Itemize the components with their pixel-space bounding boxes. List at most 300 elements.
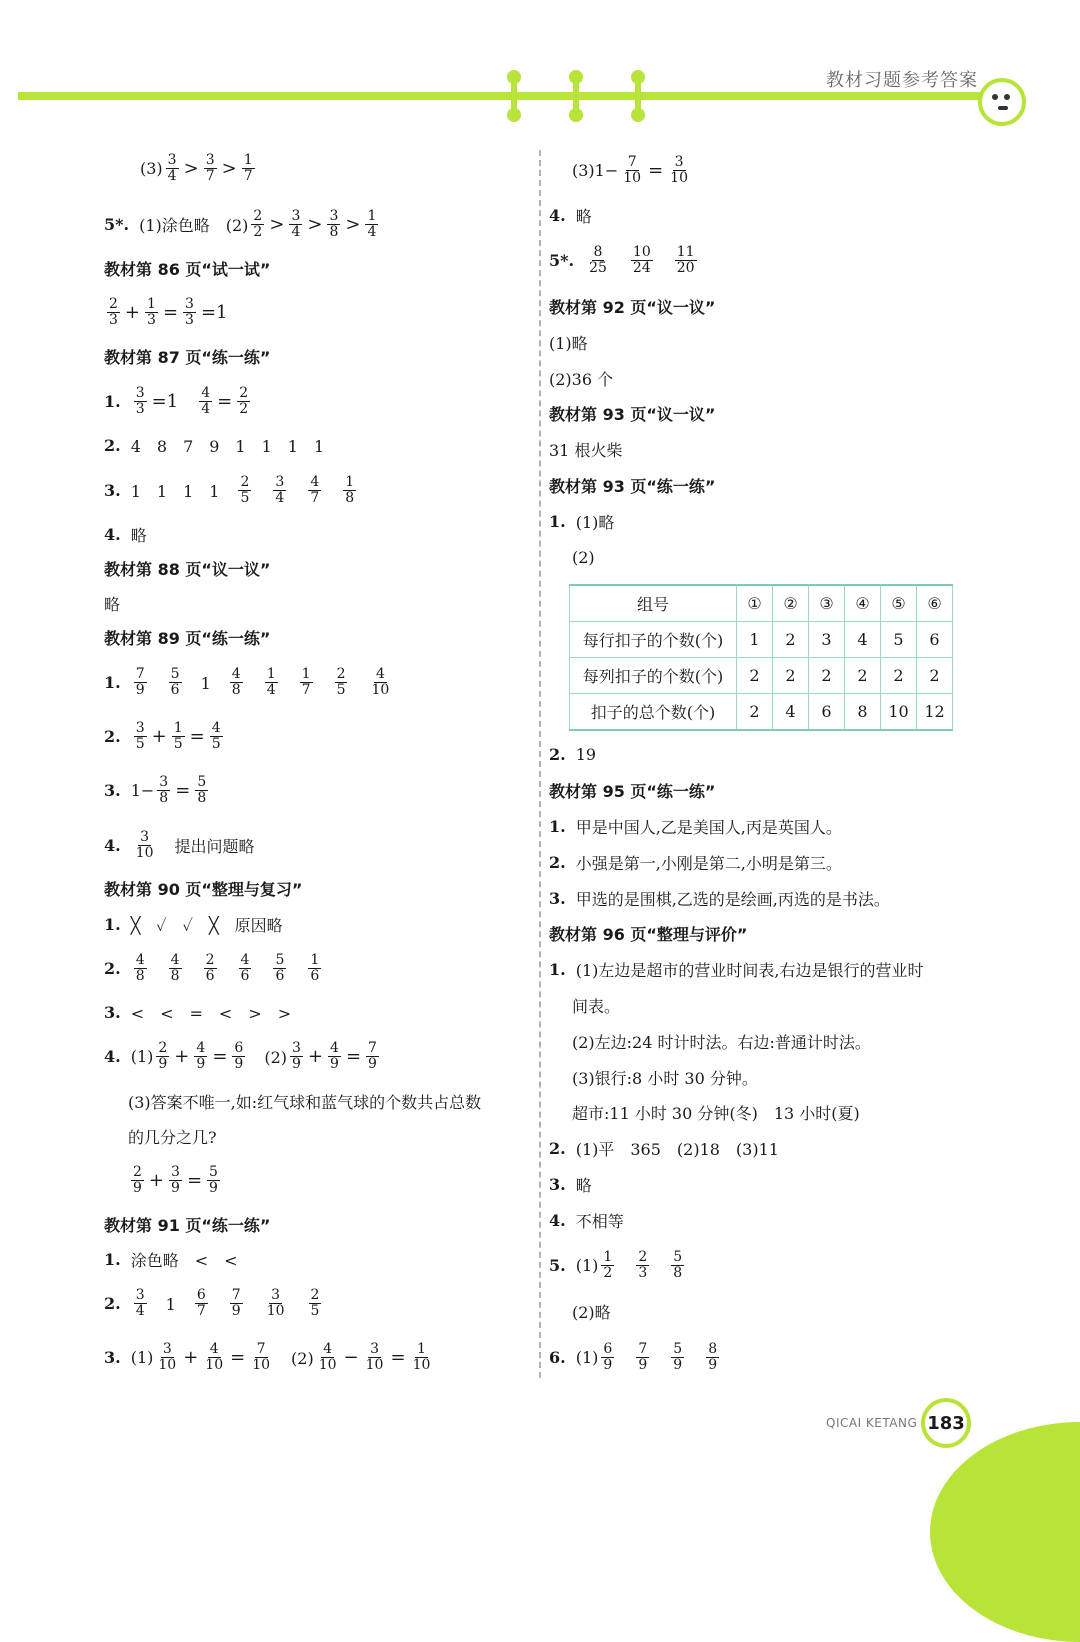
table-cell: 2	[809, 658, 845, 694]
row-label-cell: 组号	[570, 585, 737, 622]
answer-line	[104, 999, 291, 1025]
answer-text	[617, 1254, 633, 1277]
table-cell: 2	[773, 622, 809, 658]
fraction	[172, 721, 185, 752]
denominator: 10	[205, 1356, 224, 1373]
answer-text: 超市:11 小时 30 分钟(冬) 13 小时(夏)	[572, 1103, 860, 1123]
page-number: 183	[921, 1398, 971, 1448]
answer-line	[104, 719, 226, 752]
numerator: 2	[638, 1248, 648, 1265]
answer-text: 甲选的是围棋,乙选的是绘画,丙选的是书法。	[575, 889, 890, 909]
numerator: 4	[211, 719, 221, 736]
operator: +	[151, 725, 167, 747]
table-cell: ②	[773, 585, 809, 622]
question-number: 3.	[549, 1174, 566, 1194]
page-header-title: 教材习题参考答案	[826, 70, 978, 91]
fraction	[636, 1250, 649, 1281]
denominator: 10	[135, 844, 154, 861]
question-number: 1.	[104, 391, 121, 411]
fraction	[166, 153, 179, 184]
numerator: 4	[201, 384, 211, 401]
numerator: 6	[603, 1340, 613, 1357]
table-cell: 12	[917, 694, 953, 731]
answer-text	[254, 957, 270, 980]
fraction	[601, 1342, 614, 1373]
fraction	[317, 1342, 339, 1373]
answer-line	[572, 1028, 871, 1054]
denominator: 8	[345, 489, 355, 506]
denominator: 9	[368, 1055, 377, 1072]
answer-text	[246, 1292, 262, 1315]
numerator: 7	[368, 1039, 377, 1056]
fraction	[290, 1041, 303, 1072]
answer-line	[549, 202, 592, 228]
numerator: 1	[310, 951, 320, 968]
numerator: 1	[345, 473, 355, 490]
answer-text	[246, 671, 262, 694]
table-row	[570, 694, 953, 731]
table-cell: 2	[917, 658, 953, 694]
fraction	[195, 775, 208, 806]
fraction	[232, 1041, 245, 1072]
denominator: 5	[240, 489, 250, 506]
numerator: 11	[676, 243, 695, 260]
fraction	[250, 1342, 272, 1373]
fraction	[134, 721, 147, 752]
answer-text	[316, 671, 332, 694]
answer-line	[549, 1171, 592, 1197]
denominator: 7	[310, 489, 320, 506]
answer-text: (3)银行:8 小时 30 分钟。	[572, 1068, 758, 1088]
numerator: 1	[301, 665, 311, 682]
answer-text	[211, 1292, 227, 1315]
fraction	[156, 1342, 178, 1373]
numerator: 4	[231, 665, 241, 682]
fraction	[251, 209, 264, 240]
answer-line	[549, 365, 613, 391]
numerator: 3	[205, 151, 215, 168]
denominator: 9	[196, 1055, 206, 1072]
numerator: 7	[638, 1340, 648, 1357]
answer-text: 1−	[130, 780, 155, 800]
fraction	[242, 153, 255, 184]
fraction	[370, 667, 392, 698]
answer-text: 1	[149, 1294, 192, 1314]
question-number: 1.	[549, 816, 566, 836]
answer-text	[290, 1292, 306, 1315]
numerator: 5	[197, 773, 207, 790]
numerator: 2	[240, 473, 250, 490]
answer-line	[549, 1340, 722, 1373]
table-cell: 10	[881, 694, 917, 731]
denominator: 4	[167, 167, 177, 184]
operator: −	[343, 1346, 359, 1368]
numerator: 3	[271, 1286, 281, 1303]
answer-text: 略	[104, 594, 121, 614]
denominator: 7	[205, 167, 215, 184]
denominator: 10	[318, 1356, 337, 1373]
answer-text: (2)略	[572, 1302, 611, 1322]
denominator: 10	[371, 681, 390, 698]
operator: =	[212, 1045, 228, 1067]
numerator: 6	[196, 1286, 206, 1303]
table-cell: 4	[845, 622, 881, 658]
denominator: 3	[135, 400, 145, 417]
answer-text	[687, 1346, 703, 1369]
denominator: 3	[185, 311, 194, 328]
answer-text: ╳ ✓ ✓ ╳ 原因略	[130, 915, 283, 935]
fraction	[204, 153, 217, 184]
operator: =	[186, 1169, 203, 1191]
answer-text: (1)涂色略 (2)	[139, 215, 249, 235]
answer-text: 略	[575, 1175, 592, 1195]
operator: =	[230, 1346, 246, 1368]
table-cell: 3	[809, 622, 845, 658]
answer-line	[549, 243, 700, 276]
header-rule	[18, 92, 993, 100]
operator: >	[345, 213, 361, 235]
answer-text: 1	[184, 673, 227, 693]
question-number: 3.	[104, 780, 121, 800]
section-heading: 教材第 89 页“练一练”	[104, 628, 271, 648]
fraction	[365, 209, 378, 240]
question-number: 2.	[549, 744, 566, 764]
answer-line	[549, 956, 923, 982]
numerator: 3	[135, 719, 145, 736]
table-cell: ④	[845, 585, 881, 622]
numerator: 3	[370, 1340, 380, 1357]
answer-text: (1)略	[575, 512, 615, 532]
answer-text: (2)	[248, 1047, 287, 1067]
table-cell: 2	[773, 658, 809, 694]
numerator: 3	[275, 473, 285, 490]
fraction	[238, 475, 251, 506]
answer-text	[150, 671, 166, 694]
answer-text: (2)36 个	[549, 369, 614, 389]
denominator: 10	[412, 1356, 431, 1373]
denominator: 6	[205, 967, 215, 984]
answer-text	[652, 1346, 668, 1369]
fraction	[210, 721, 223, 752]
answer-line	[128, 1163, 223, 1196]
answer-line	[104, 295, 230, 328]
corner-decoration	[930, 1422, 1080, 1642]
answer-line	[549, 329, 588, 355]
question-number: 5.	[549, 1255, 566, 1275]
fraction	[204, 953, 217, 984]
denominator: 9	[638, 1356, 648, 1373]
fraction	[169, 667, 182, 698]
operator: =1	[200, 301, 228, 323]
fraction	[169, 1165, 182, 1196]
section-heading: 教材第 93 页“议一议”	[549, 404, 716, 424]
numerator: 2	[336, 665, 346, 682]
denominator: 5	[211, 735, 221, 752]
numerator: 3	[162, 1340, 172, 1357]
table-header-row	[570, 585, 953, 622]
operator: =	[175, 779, 191, 801]
answer-text: 的几分之几?	[128, 1127, 217, 1147]
table-cell: 5	[881, 622, 917, 658]
fraction	[131, 1165, 144, 1196]
answer-text: 19	[575, 744, 597, 764]
numerator: 2	[205, 951, 215, 968]
fraction	[156, 1041, 169, 1072]
question-number: 4.	[104, 835, 121, 855]
operator: =	[189, 725, 205, 747]
fraction	[411, 1342, 433, 1373]
answer-line	[140, 151, 258, 184]
answer-text	[281, 671, 297, 694]
denominator: 10	[670, 169, 688, 186]
fraction	[207, 1165, 220, 1196]
answer-text	[289, 957, 305, 980]
answer-line	[549, 436, 622, 462]
question-number: 5*.	[549, 250, 575, 270]
numerator: 1	[147, 295, 156, 312]
fraction	[601, 1250, 614, 1281]
answer-line	[549, 741, 596, 767]
answer-text: 涂色略 < <	[130, 1250, 238, 1270]
numerator: 3	[674, 153, 684, 170]
answer-line	[572, 1298, 611, 1324]
denominator: 5	[336, 681, 346, 698]
column-divider	[539, 150, 541, 1378]
denominator: 8	[231, 681, 241, 698]
question-number: 5*.	[104, 214, 130, 234]
question-number: 6.	[549, 1347, 566, 1367]
fraction	[343, 475, 356, 506]
answer-text: 间表。	[572, 996, 621, 1016]
numerator: 2	[239, 384, 249, 401]
numerator: 2	[158, 1039, 168, 1056]
numerator: 1	[243, 151, 253, 168]
numerator: 2	[133, 1163, 142, 1180]
question-number: 3.	[104, 480, 121, 500]
table-cell: 1	[737, 622, 773, 658]
answer-text	[180, 390, 196, 413]
operator: >	[307, 213, 323, 235]
operator: =	[217, 390, 233, 412]
fraction	[134, 953, 147, 984]
answer-line	[549, 508, 614, 534]
row-label-cell: 每列扣子的个数(个)	[570, 658, 737, 694]
numerator: 4	[375, 665, 385, 682]
denominator: 3	[638, 1264, 648, 1281]
fraction	[239, 953, 252, 984]
answer-text	[150, 957, 166, 980]
operator: =1	[151, 390, 179, 412]
fraction	[169, 953, 182, 984]
fraction	[157, 775, 170, 806]
numerator: 5	[673, 1248, 683, 1265]
question-number: 1.	[104, 914, 121, 934]
fraction	[230, 1288, 243, 1319]
numerator: 3	[292, 1039, 301, 1056]
footer-brand: QICAI KETANG	[826, 1416, 918, 1430]
numerator: 2	[109, 295, 118, 312]
fraction	[671, 1342, 684, 1373]
table-cell: 2	[881, 658, 917, 694]
answer-text: 甲是中国人,乙是美国人,丙是英国人。	[575, 817, 842, 837]
question-number: 1.	[549, 511, 566, 531]
denominator: 5	[173, 735, 183, 752]
numerator: 7	[231, 1286, 241, 1303]
operator: =	[390, 1346, 406, 1368]
button-count-table	[569, 584, 953, 731]
numerator: 4	[310, 473, 320, 490]
numerator: 3	[291, 207, 301, 224]
denominator: 8	[673, 1264, 683, 1281]
question-number: 2.	[549, 852, 566, 872]
denominator: 7	[243, 167, 253, 184]
answer-text: 提出问题略	[158, 836, 255, 856]
answer-text: 31 根火柴	[549, 440, 623, 460]
numerator: 1	[417, 1340, 426, 1357]
numerator: 2	[310, 1286, 320, 1303]
denominator: 5	[310, 1302, 320, 1319]
section-heading: 教材第 93 页“练一练”	[549, 476, 716, 496]
table-cell: ⑥	[917, 585, 953, 622]
question-number: 4.	[549, 1210, 566, 1230]
answer-text: (1)	[130, 1347, 154, 1367]
answer-line	[128, 1088, 481, 1114]
question-number: 4.	[104, 1046, 121, 1066]
numerator: 1	[266, 665, 276, 682]
table-cell: 2	[737, 658, 773, 694]
denominator: 3	[147, 311, 156, 328]
denominator: 4	[135, 1302, 145, 1319]
answer-text	[185, 957, 201, 980]
fraction	[675, 245, 697, 276]
fraction	[308, 475, 321, 506]
answer-line	[572, 544, 595, 570]
answer-text: (1)	[130, 1046, 154, 1066]
operator: +	[307, 1045, 324, 1067]
table-cell: 6	[809, 694, 845, 731]
operator: +	[174, 1045, 190, 1067]
table-cell: ①	[737, 585, 773, 622]
operator: >	[183, 157, 199, 179]
numerator: 10	[632, 243, 651, 260]
operator: +	[148, 1169, 165, 1191]
fraction	[265, 667, 278, 698]
answer-text: (1)平 365 (2)18 (3)11	[575, 1139, 779, 1159]
answer-text: (1)略	[549, 333, 588, 353]
question-number: 2.	[104, 435, 121, 455]
question-number: 3.	[104, 1347, 121, 1367]
answer-text: 不相等	[575, 1211, 624, 1231]
fraction	[134, 386, 147, 417]
fraction	[327, 209, 340, 240]
fraction	[194, 1041, 207, 1072]
answer-line	[549, 1248, 687, 1281]
fraction	[183, 297, 196, 328]
numerator: 3	[167, 151, 177, 168]
question-number: 1.	[549, 959, 566, 979]
answer-text: 1 1 1 1	[130, 481, 236, 501]
answer-text	[289, 479, 305, 502]
denominator: 9	[708, 1356, 718, 1373]
denominator: 10	[158, 1356, 177, 1373]
denominator: 9	[209, 1179, 218, 1196]
answer-line	[549, 1207, 624, 1233]
answer-text	[617, 1346, 633, 1369]
numerator: 4	[135, 951, 145, 968]
fraction	[309, 1288, 322, 1319]
denominator: 10	[266, 1302, 285, 1319]
question-number: 4.	[104, 524, 121, 544]
fraction	[335, 667, 348, 698]
numerator: 4	[330, 1039, 339, 1056]
answer-text: (2)	[275, 1348, 314, 1368]
operator: >	[221, 157, 237, 179]
section-heading: 教材第 86 页“试一试”	[104, 259, 271, 279]
numerator: 4	[196, 1039, 206, 1056]
numerator: 5	[673, 1340, 683, 1357]
numerator: 3	[185, 295, 194, 312]
operator: =	[162, 301, 179, 323]
section-heading: 教材第 87 页“练一练”	[104, 347, 271, 367]
numerator: 4	[170, 951, 180, 968]
binder-clip-icon	[635, 74, 641, 118]
answer-text: (2)	[572, 547, 595, 567]
fraction	[289, 209, 302, 240]
fraction	[265, 1288, 287, 1319]
question-number: 3.	[104, 1002, 121, 1022]
denominator: 8	[329, 223, 339, 240]
section-heading: 教材第 91 页“练一练”	[104, 1215, 271, 1235]
denominator: 9	[673, 1356, 683, 1373]
denominator: 20	[676, 259, 695, 276]
operator: =	[648, 159, 664, 181]
answer-text	[350, 671, 366, 694]
answer-text: (2)左边:24 时计时法。右边:普通计时法。	[572, 1032, 871, 1052]
table-cell: 8	[845, 694, 881, 731]
answer-line	[104, 473, 359, 506]
fraction	[199, 386, 212, 417]
fraction	[134, 667, 147, 698]
answer-text: (1)	[575, 1347, 599, 1367]
answer-line	[104, 521, 147, 547]
answer-line	[572, 992, 620, 1018]
numerator: 8	[708, 1340, 718, 1357]
section-heading: 教材第 90 页“整理与复习”	[104, 879, 303, 899]
fraction	[636, 1342, 649, 1373]
denominator: 4	[291, 223, 301, 240]
operator: =	[345, 1045, 362, 1067]
answer-text	[220, 957, 236, 980]
question-number: 2.	[104, 726, 121, 746]
numerator: 3	[135, 1286, 145, 1303]
fraction	[671, 1250, 684, 1281]
question-number: 2.	[104, 1293, 121, 1313]
answer-text: < < = < > >	[130, 1003, 292, 1023]
denominator: 9	[158, 1055, 168, 1072]
denominator: 5	[135, 735, 145, 752]
table-row	[570, 658, 953, 694]
denominator: 9	[292, 1055, 301, 1072]
denominator: 6	[170, 681, 180, 698]
denominator: 9	[234, 1055, 244, 1072]
answer-line	[104, 665, 394, 698]
denominator: 9	[231, 1302, 241, 1319]
answer-line	[128, 1123, 217, 1149]
fraction	[134, 830, 156, 861]
numerator: 4	[209, 1340, 219, 1357]
denominator: 10	[365, 1356, 384, 1373]
fraction	[273, 953, 286, 984]
